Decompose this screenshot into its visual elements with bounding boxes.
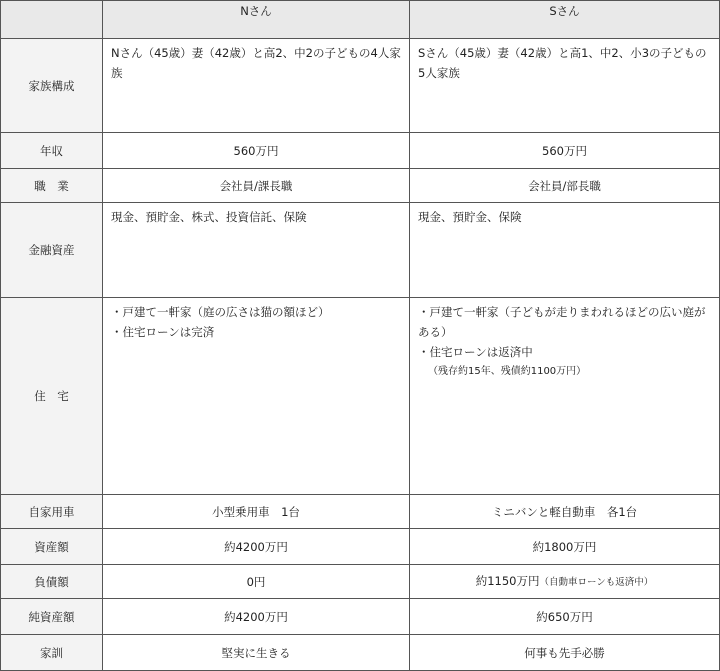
header-n: Nさん — [103, 1, 410, 39]
label-car: 自家用車 — [1, 495, 103, 529]
header-s: Sさん — [410, 1, 720, 39]
debt-s-note: （自動車ローンも返済中） — [539, 576, 654, 588]
row-car — [1, 495, 720, 529]
net-assets-s: 約650万円 — [410, 599, 720, 635]
label-asset-amount: 資産額 — [1, 529, 103, 565]
housing-s — [410, 298, 720, 495]
housing-s-item: ・住宅ローンは返済中 — [418, 345, 533, 359]
net-assets-n: 約4200万円 — [103, 599, 410, 635]
assets-s: 現金、預貯金、保険 — [410, 203, 720, 298]
row-family — [1, 39, 720, 133]
row-housing — [1, 298, 720, 495]
label-job: 職 業 — [1, 169, 103, 203]
housing-s-note: （残存約15年、残債約1100万円） — [428, 366, 587, 377]
row-income — [1, 133, 720, 169]
row-job — [1, 169, 720, 203]
label-housing: 住 宅 — [1, 298, 103, 495]
job-n: 会社員/課長職 — [103, 169, 410, 203]
row-asset-amount — [1, 529, 720, 565]
income-n: 560万円 — [103, 133, 410, 169]
asset-amount-s: 約1800万円 — [410, 529, 720, 565]
car-n: 小型乗用車 1台 — [103, 495, 410, 529]
row-debt — [1, 565, 720, 599]
label-assets: 金融資産 — [1, 203, 103, 298]
motto-s: 何事も先手必勝 — [410, 635, 720, 671]
housing-s-item: ・戸建て一軒家（子どもが走りまわれるほどの広い庭がある） — [418, 305, 706, 339]
label-income: 年収 — [1, 133, 103, 169]
income-s: 560万円 — [410, 133, 720, 169]
asset-amount-n: 約4200万円 — [103, 529, 410, 565]
label-net-assets: 純資産額 — [1, 599, 103, 635]
motto-n: 堅実に生きる — [103, 635, 410, 671]
label-family: 家族構成 — [1, 39, 103, 133]
housing-n — [103, 298, 410, 495]
row-motto — [1, 635, 720, 671]
housing-n-item: ・戸建て一軒家（庭の広さは猫の額ほど） — [111, 305, 330, 319]
debt-s-value: 約1150万円 — [475, 573, 540, 588]
debt-n: 0円 — [103, 565, 410, 599]
assets-n: 現金、預貯金、株式、投資信託、保険 — [103, 203, 410, 298]
label-debt: 負債額 — [1, 565, 103, 599]
car-s: ミニバンと軽自動車 各1台 — [410, 495, 720, 529]
header-blank-cell — [1, 1, 103, 39]
row-net-assets — [1, 599, 720, 635]
row-assets — [1, 203, 720, 298]
job-s: 会社員/部長職 — [410, 169, 720, 203]
header-row — [1, 1, 720, 39]
label-motto: 家訓 — [1, 635, 103, 671]
family-s: Sさん（45歳）妻（42歳）と高1、中2、小3の子どもの5人家族 — [410, 39, 720, 133]
debt-s — [410, 565, 720, 599]
family-n: Nさん（45歳）妻（42歳）と高2、中2の子どもの4人家族 — [103, 39, 410, 133]
housing-n-item: ・住宅ローンは完済 — [111, 325, 215, 339]
